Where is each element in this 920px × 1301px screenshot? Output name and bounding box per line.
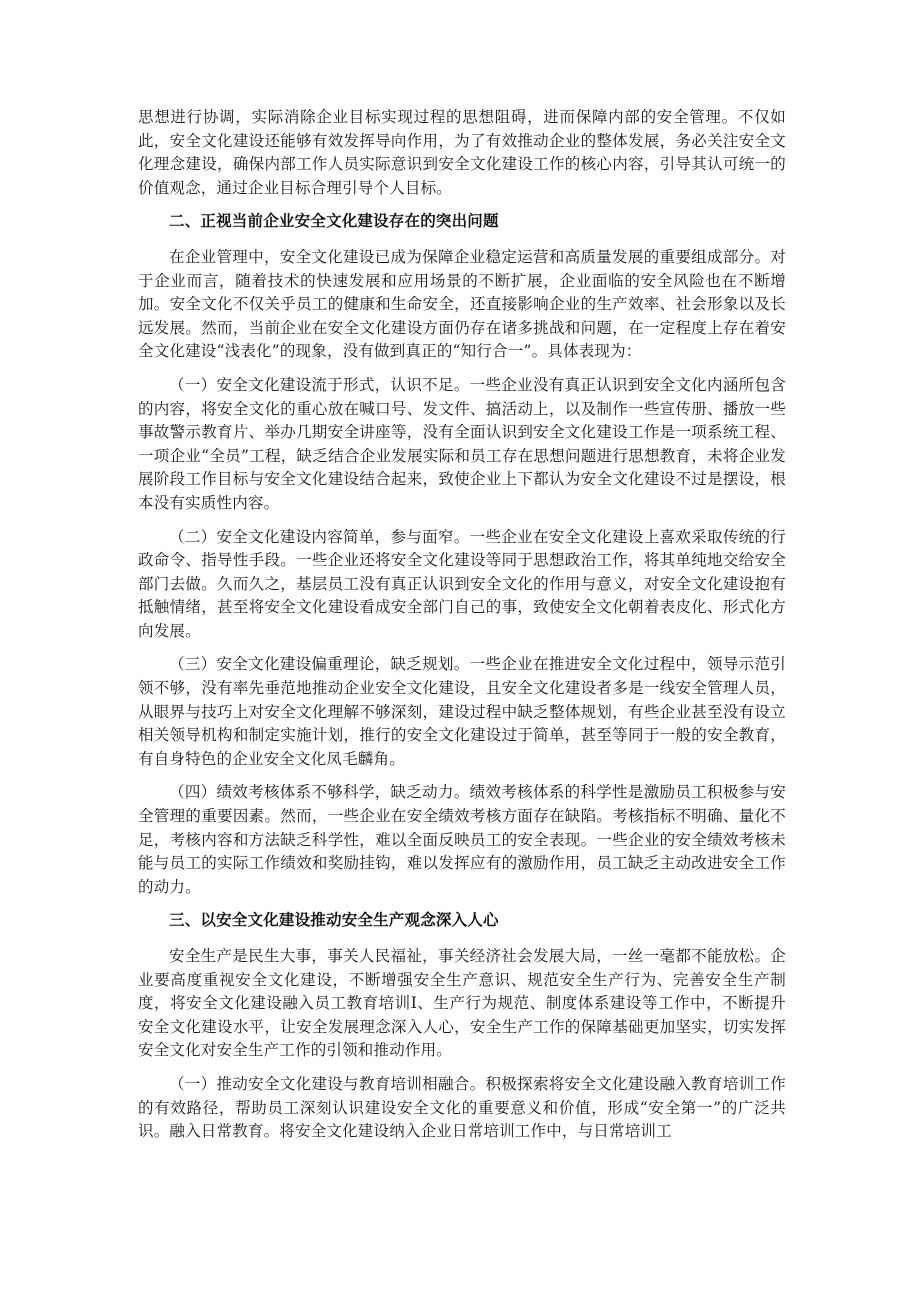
- paragraph-section-2-item-4: （四）绩效考核体系不够科学，缺乏动力。绩效考核体系的科学性是激励员工积极参与安全管理的重要因素。然而，一些企业在安全绩效考核方面存在缺陷。考核指标不明确、量化不足，考核内容和方法缺乏科学性，难以全面反映员工的安全表现。一些企业的安全绩效考核未能与员工的实际工作绩效和奖励挂钩，难以发挥应有的激励作用，员工缺乏主动改进安全工作的动力。: [138, 783, 786, 896]
- paragraph-section-3: 安全生产是民生大事，事关人民福祉，事关经济社会发展大局，一丝一毫都不能放松。企业要高度重视安全文化建设，不断增强安全生产意识、规范安全生产行为、完善安全生产制度，将安全文化建设融入员工教育培训I、生产行为规范、制度体系建设等工作中，不断提升安全文化建设水平，让安全发展理念深入人心，安全生产工作的保障基础更加坚实，切实发挥安全文化对安全生产工作的引领和推动作用。: [138, 947, 786, 1060]
- section-heading-2: 二、正视当前企业安全文化建设存在的突出问题: [169, 212, 499, 231]
- paragraph-section-2: 在企业管理中，安全文化建设已成为保障企业稳定运营和高质量发展的重要组成部分。对于企业而言，随着技术的快速发展和应用场景的不断扩展，企业面临的安全风险也在不断增加。安全文化不仅关乎员工的健康和生命安全，还直接影响企业的生产效率、社会形象以及长远发展。然而，当前企业在安全文化建设方面仍存在诸多挑战和问题，在一定程度上存在着安全文化建设“浅表化”的现象，没有做到真正的“知行合一”。具体表现为：: [138, 247, 786, 361]
- paragraph-section-2-item-2: （二）安全文化建设内容简单，参与面窄。一些企业在安全文化建设上喜欢采取传统的行政命令、指导性手段。一些企业还将安全文化建设等同于思想政治工作，将其单纯地交给安全部门去做。久而久之，基层员工没有真正认识到安全文化的作用与意义，对安全文化建设抱有抵触情绪，甚至将安全文化建设看成安全部门自己的事，致使安全文化朝着表皮化、形式化方向发展。: [138, 527, 786, 640]
- paragraph-section-2-item-1: （一）安全文化建设流于形式，认识不足。一些企业没有真正认识到安全文化内涵所包含的内容，将安全文化的重心放在喊口号、发文件、搞活动上，以及制作一些宣传册、播放一些事故警示教育片、举办几期安全讲座等，没有全面认识到安全文化建设工作是一项系统工程、一项企业“全员”工程，缺乏结合企业发展实际和员工存在思想问题进行思想教育，未将企业发展阶段工作目标与安全文化建设结合起来，致使企业上下都认为安全文化建设不过是摆设，根本没有实质性内容。: [138, 375, 786, 512]
- paragraph-section-3-item-1: （一）推动安全文化建设与教育培训相融合。积极探索将安全文化建设融入教育培训工作的有效路径，帮助员工深刻认识建设安全文化的重要意义和价值，形成“安全第一”的广泛共识。融入日常教育。将安全文化建设纳入企业日常培训工作中，与日常培训工: [138, 1074, 786, 1141]
- paragraph-intro: 思想进行协调，实际消除企业目标实现过程的思想阻碍，进而保障内部的安全管理。不仅如此，安全文化建设还能够有效发挥导向作用，为了有效推动企业的整体发展，务必关注安全文化理念建设，确保内部工作人员实际意识到安全文化建设工作的核心内容，引导其认可统一的价值观念，通过企业目标合理引导个人目标。: [138, 108, 786, 197]
- section-heading-3: 三、以安全文化建设推动安全生产观念深入人心: [169, 911, 499, 930]
- paragraph-section-2-item-3: （三）安全文化建设偏重理论，缺乏规划。一些企业在推进安全文化过程中，领导示范引领不够，没有率先垂范地推动企业安全文化建设，且安全文化建设者多是一线安全管理人员，从眼界与技巧上对安全文化理解不够深刻，建设过程中缺乏整体规划，有些企业甚至没有设立相关领导机构和制定实施计划，推行的安全文化建设过于简单，甚至等同于一般的安全教育，有自身特色的企业安全文化凤毛麟角。: [138, 655, 786, 768]
- document-body: [138, 106, 786, 1154]
